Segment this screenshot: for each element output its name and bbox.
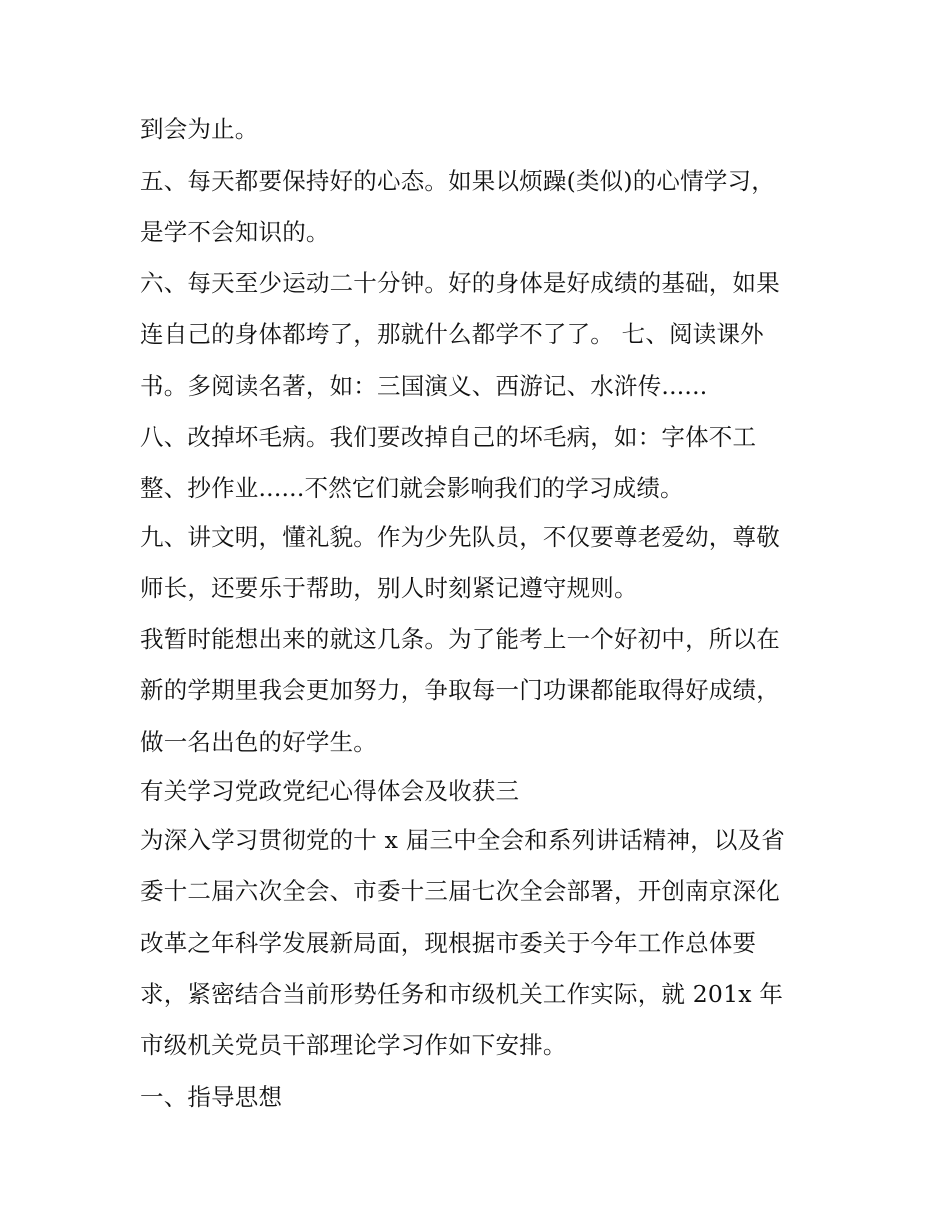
text-line: 整、抄作业......不然它们就会影响我们的学习成绩。 bbox=[140, 474, 684, 502]
text-line: 是学不会知识的。 bbox=[140, 218, 330, 246]
text-line: 委十二届六次全会、市委十三届七次全会部署，开创南京深化 bbox=[140, 877, 780, 905]
text-line: 改革之年科学发展新局面，现根据市委关于今年工作总体要 bbox=[140, 929, 757, 957]
text-line: 市级机关党员干部理论学习作如下安排。 bbox=[140, 1031, 567, 1059]
text-line: 师长，还要乐于帮助，别人时刻紧记遵守规则。 bbox=[140, 574, 638, 602]
text-line: 做一名出色的好学生。 bbox=[140, 728, 377, 756]
text-line: 八、改掉坏毛病。我们要改掉自己的坏毛病，如：字体不工 bbox=[140, 423, 757, 451]
section-heading: 有关学习党政党纪心得体会及收获三 bbox=[140, 777, 520, 805]
text-line: 九、讲文明，懂礼貌。作为少先队员，不仅要尊老爱幼，尊敬 bbox=[140, 523, 780, 551]
text-line: 求，紧密结合当前形势任务和市级机关工作实际，就 201x 年 bbox=[140, 980, 784, 1008]
text-line: 五、每天都要保持好的心态。如果以烦躁(类似)的心情学习， bbox=[140, 167, 775, 195]
text-line: 到会为止。 bbox=[140, 115, 259, 143]
text-line: 我暂时能想出来的就这几条。为了能考上一个好初中，所以在 bbox=[140, 625, 780, 653]
text-line: 新的学期里我会更加努力，争取每一门功课都能取得好成绩， bbox=[140, 676, 780, 704]
section-heading: 一、指导思想 bbox=[140, 1083, 283, 1111]
text-line: 书。多阅读名著，如：三国演义、西游记、水浒传...... bbox=[140, 372, 708, 400]
text-line: 连自己的身体都垮了，那就什么都学不了了。 七、阅读课外 bbox=[140, 320, 764, 348]
text-line: 六、每天至少运动二十分钟。好的身体是好成绩的基础，如果 bbox=[140, 269, 780, 297]
text-line: 为深入学习贯彻党的十 x 届三中全会和系列讲话精神，以及省 bbox=[140, 826, 785, 854]
